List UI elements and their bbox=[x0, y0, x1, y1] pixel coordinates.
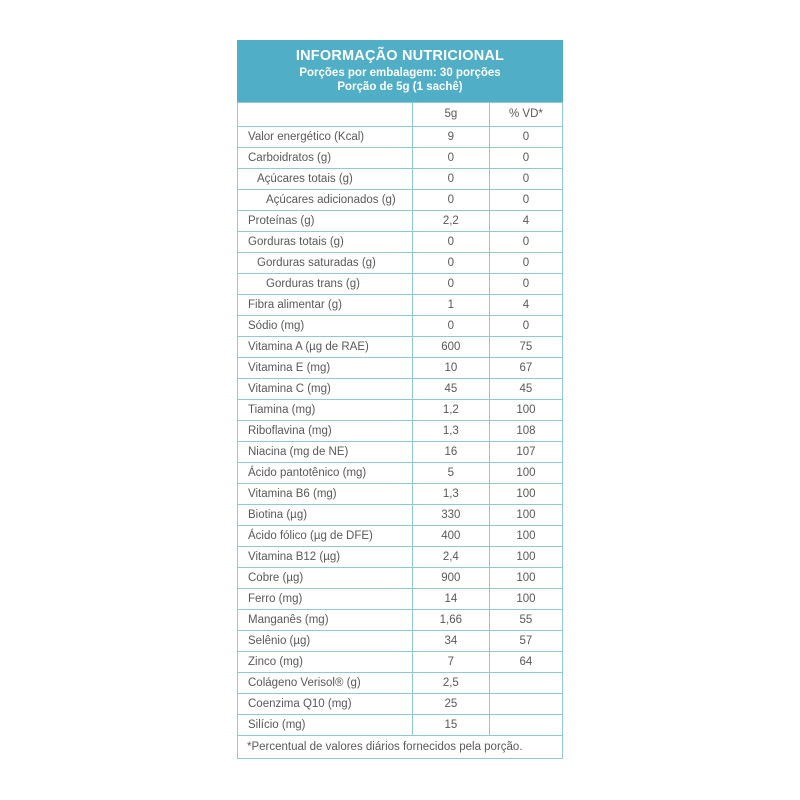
servings-per-package: Porções por embalagem: 30 porções bbox=[299, 67, 501, 79]
nutrient-label: Colágeno Verisol® (g) bbox=[238, 672, 413, 693]
nutrient-vd-percent: 0 bbox=[489, 168, 562, 189]
nutrient-amount: 25 bbox=[412, 693, 489, 714]
nutrient-amount: 0 bbox=[412, 168, 489, 189]
nutrient-vd-percent: 100 bbox=[489, 399, 562, 420]
nutrient-amount: 900 bbox=[412, 567, 489, 588]
table-row bbox=[238, 294, 563, 315]
footnote-row bbox=[238, 735, 563, 758]
nutrient-amount: 400 bbox=[412, 525, 489, 546]
table-row bbox=[238, 315, 563, 336]
nutrient-vd-percent bbox=[489, 693, 562, 714]
nutrient-vd-percent: 0 bbox=[489, 231, 562, 252]
nutrient-amount: 2,2 bbox=[412, 210, 489, 231]
nutrient-label: Vitamina A (µg de RAE) bbox=[238, 336, 413, 357]
nutrient-amount: 1 bbox=[412, 294, 489, 315]
nutrient-amount: 0 bbox=[412, 231, 489, 252]
table-row bbox=[238, 567, 563, 588]
nutrient-amount: 14 bbox=[412, 588, 489, 609]
nutrient-vd-percent: 100 bbox=[489, 483, 562, 504]
nutrient-vd-percent bbox=[489, 672, 562, 693]
nutrient-amount: 5 bbox=[412, 462, 489, 483]
column-header-amount: 5g bbox=[412, 102, 489, 126]
nutrient-label: Proteínas (g) bbox=[238, 210, 413, 231]
nutrition-facts-panel bbox=[237, 40, 563, 759]
nutrient-label: Zinco (mg) bbox=[238, 651, 413, 672]
nutrient-label: Sódio (mg) bbox=[238, 315, 413, 336]
nutrient-label: Vitamina B12 (µg) bbox=[238, 546, 413, 567]
nutrition-table bbox=[237, 102, 563, 759]
table-header-band bbox=[237, 40, 563, 102]
serving-size: Porção de 5g (1 sachê) bbox=[337, 81, 463, 94]
table-row bbox=[238, 231, 563, 252]
nutrient-vd-percent: 100 bbox=[489, 567, 562, 588]
nutrient-amount: 0 bbox=[412, 315, 489, 336]
nutrient-vd-percent: 67 bbox=[489, 357, 562, 378]
nutrient-vd-percent: 107 bbox=[489, 441, 562, 462]
nutrient-vd-percent: 100 bbox=[489, 504, 562, 525]
nutrient-amount: 0 bbox=[412, 252, 489, 273]
table-row bbox=[238, 588, 563, 609]
nutrient-label: Niacina (mg de NE) bbox=[238, 441, 413, 462]
nutrient-label: Gorduras saturadas (g) bbox=[238, 252, 413, 273]
nutrient-vd-percent: 0 bbox=[489, 273, 562, 294]
nutrient-amount: 2,4 bbox=[412, 546, 489, 567]
nutrient-label: Vitamina B6 (mg) bbox=[238, 483, 413, 504]
nutrient-amount: 1,3 bbox=[412, 483, 489, 504]
nutrient-label: Carboidratos (g) bbox=[238, 147, 413, 168]
nutrient-amount: 330 bbox=[412, 504, 489, 525]
nutrient-vd-percent: 100 bbox=[489, 588, 562, 609]
nutrient-label: Valor energético (Kcal) bbox=[238, 126, 413, 147]
table-row bbox=[238, 672, 563, 693]
nutrient-amount: 1,66 bbox=[412, 609, 489, 630]
nutrient-amount: 7 bbox=[412, 651, 489, 672]
nutrient-label: Tiamina (mg) bbox=[238, 399, 413, 420]
nutrient-vd-percent: 0 bbox=[489, 147, 562, 168]
nutrient-label: Coenzima Q10 (mg) bbox=[238, 693, 413, 714]
nutrient-vd-percent: 0 bbox=[489, 315, 562, 336]
column-header-nutrient bbox=[238, 102, 413, 126]
nutrient-label: Ácido fólico (µg de DFE) bbox=[238, 525, 413, 546]
nutrient-amount: 0 bbox=[412, 273, 489, 294]
nutrient-amount: 0 bbox=[412, 189, 489, 210]
nutrient-label: Fibra alimentar (g) bbox=[238, 294, 413, 315]
nutrient-vd-percent: 108 bbox=[489, 420, 562, 441]
table-row bbox=[238, 651, 563, 672]
nutrient-amount: 10 bbox=[412, 357, 489, 378]
table-row bbox=[238, 273, 563, 294]
nutrient-amount: 600 bbox=[412, 336, 489, 357]
nutrient-vd-percent: 45 bbox=[489, 378, 562, 399]
nutrient-label: Vitamina E (mg) bbox=[238, 357, 413, 378]
nutrient-label: Ferro (mg) bbox=[238, 588, 413, 609]
nutrient-vd-percent: 100 bbox=[489, 546, 562, 567]
table-row bbox=[238, 126, 563, 147]
table-row bbox=[238, 147, 563, 168]
nutrient-vd-percent: 0 bbox=[489, 189, 562, 210]
nutrient-label: Açúcares adicionados (g) bbox=[238, 189, 413, 210]
nutrient-amount: 0 bbox=[412, 147, 489, 168]
nutrient-label: Riboflavina (mg) bbox=[238, 420, 413, 441]
table-row bbox=[238, 441, 563, 462]
table-row bbox=[238, 693, 563, 714]
table-row bbox=[238, 378, 563, 399]
table-row bbox=[238, 420, 563, 441]
table-row bbox=[238, 609, 563, 630]
table-row bbox=[238, 210, 563, 231]
nutrient-vd-percent: 100 bbox=[489, 525, 562, 546]
column-header-row bbox=[238, 102, 563, 126]
table-row bbox=[238, 630, 563, 651]
nutrient-vd-percent: 75 bbox=[489, 336, 562, 357]
nutrient-amount: 2,5 bbox=[412, 672, 489, 693]
table-row bbox=[238, 504, 563, 525]
table-row bbox=[238, 483, 563, 504]
table-row bbox=[238, 168, 563, 189]
nutrient-label: Biotina (µg) bbox=[238, 504, 413, 525]
nutrient-label: Cobre (µg) bbox=[238, 567, 413, 588]
table-row bbox=[238, 252, 563, 273]
nutrient-vd-percent: 4 bbox=[489, 294, 562, 315]
table-row bbox=[238, 546, 563, 567]
nutrient-label: Ácido pantotênico (mg) bbox=[238, 462, 413, 483]
table-title: INFORMAÇÃO NUTRICIONAL bbox=[295, 48, 505, 64]
nutrient-vd-percent: 4 bbox=[489, 210, 562, 231]
footnote-text: *Percentual de valores diários fornecidos pela porção. bbox=[238, 735, 563, 758]
table-body bbox=[238, 126, 563, 735]
nutrient-vd-percent: 64 bbox=[489, 651, 562, 672]
nutrient-vd-percent bbox=[489, 714, 562, 735]
nutrient-label: Manganês (mg) bbox=[238, 609, 413, 630]
nutrient-label: Gorduras totais (g) bbox=[238, 231, 413, 252]
table-row bbox=[238, 714, 563, 735]
nutrient-amount: 1,3 bbox=[412, 420, 489, 441]
nutrient-vd-percent: 55 bbox=[489, 609, 562, 630]
table-row bbox=[238, 399, 563, 420]
table-row bbox=[238, 189, 563, 210]
table-row bbox=[238, 336, 563, 357]
nutrient-amount: 34 bbox=[412, 630, 489, 651]
nutrient-vd-percent: 0 bbox=[489, 126, 562, 147]
nutrient-amount: 16 bbox=[412, 441, 489, 462]
table-row bbox=[238, 357, 563, 378]
nutrient-label: Silício (mg) bbox=[238, 714, 413, 735]
nutrient-label: Selênio (µg) bbox=[238, 630, 413, 651]
nutrient-vd-percent: 57 bbox=[489, 630, 562, 651]
nutrient-amount: 15 bbox=[412, 714, 489, 735]
nutrient-amount: 45 bbox=[412, 378, 489, 399]
nutrient-amount: 1,2 bbox=[412, 399, 489, 420]
nutrient-amount: 9 bbox=[412, 126, 489, 147]
nutrient-label: Gorduras trans (g) bbox=[238, 273, 413, 294]
nutrient-vd-percent: 100 bbox=[489, 462, 562, 483]
column-header-vd: % VD* bbox=[489, 102, 562, 126]
table-row bbox=[238, 525, 563, 546]
table-row bbox=[238, 462, 563, 483]
nutrient-label: Açúcares totais (g) bbox=[238, 168, 413, 189]
nutrient-label: Vitamina C (mg) bbox=[238, 378, 413, 399]
nutrient-vd-percent: 0 bbox=[489, 252, 562, 273]
